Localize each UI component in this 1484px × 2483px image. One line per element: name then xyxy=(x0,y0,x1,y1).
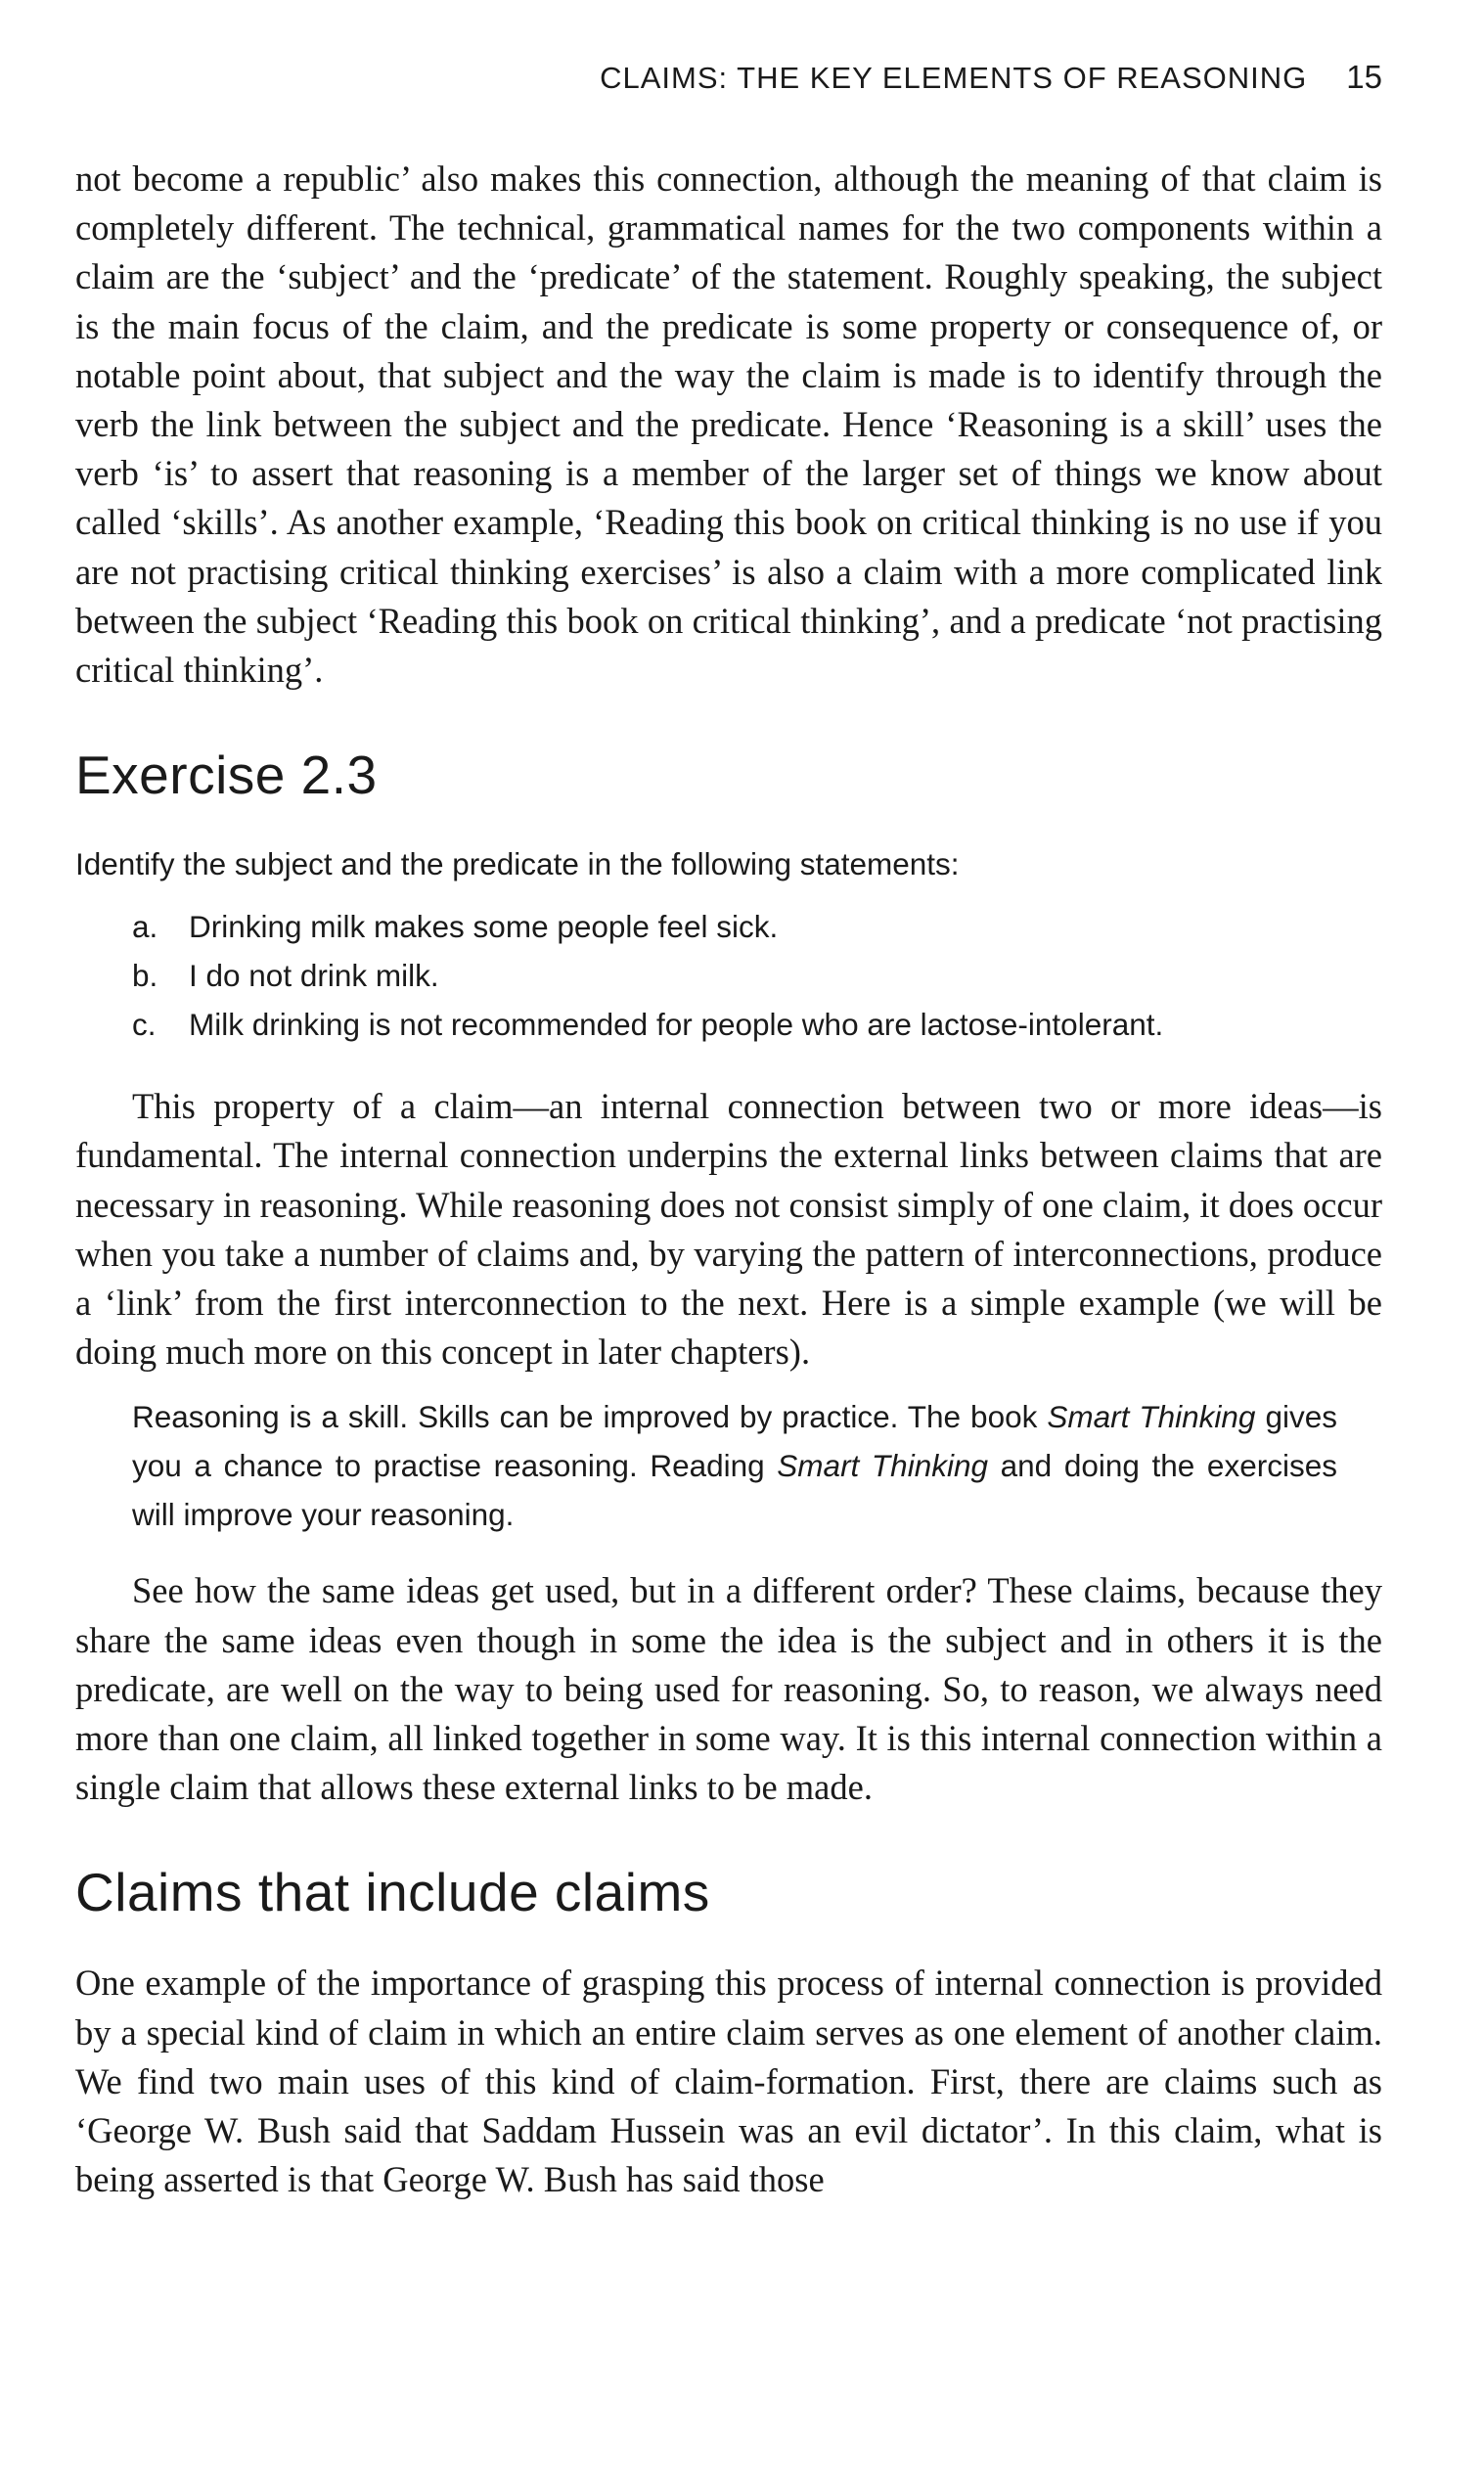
exercise-heading: Exercise 2.3 xyxy=(75,745,378,806)
example-text: gives you a chance to practise reasoning. Reading xyxy=(132,1399,1337,1484)
exercise-item-letter: c. xyxy=(132,1007,157,1043)
exercise-item xyxy=(75,1000,1382,1049)
example-text: Reasoning is a skill. Skills can be improved by practice. The book xyxy=(132,1399,1048,1435)
exercise-item-letter: a. xyxy=(132,909,158,945)
body-paragraph: This property of a claim—an internal connection between two or more ideas—is fundamental. The internal connection underpins the external links between claims that are necessary in reasoning. While reasoning does not consist simply of one claim, it does occur when you take a number of claims and, by varying the pattern of interconnections, produce a ‘link’ from the first interconnection to the next. Here is a simple example (we will be doing much more on this concept in later chapters). xyxy=(75,1086,1382,1373)
exercise-item-text: Drinking milk makes some people feel sick. xyxy=(189,909,779,945)
page-number: 15 xyxy=(1346,59,1382,95)
running-title: CLAIMS: THE KEY ELEMENTS OF REASONING xyxy=(600,61,1308,95)
exercise-list xyxy=(75,902,1382,1049)
exercise-item-text: I do not drink milk. xyxy=(189,958,439,994)
exercise-instruction: Identify the subject and the predicate in the following statements: xyxy=(75,846,960,882)
section-paragraph: One example of the importance of grasping this process of internal connection is provided by a special kind of claim in which an entire claim serves as one element of another claim. We find two main uses of this kind of claim-formation. First, there are claims such as ‘George W. Bush said that Saddam Hussein was an evil dictator’. In this claim, what is being asserted is that George W. Bush has said those xyxy=(75,1963,1382,2200)
exercise-item xyxy=(75,951,1382,1000)
exercise-item-letter: b. xyxy=(132,958,158,994)
example-text: and doing the exercises will improve your reasoning. xyxy=(132,1448,1337,1533)
book-title: Smart Thinking xyxy=(777,1448,988,1484)
book-title: Smart Thinking xyxy=(1047,1399,1256,1435)
section-heading: Claims that include claims xyxy=(75,1862,710,1923)
exercise-item-text: Milk drinking is not recommended for people who are lactose-intolerant. xyxy=(189,1007,1164,1043)
running-header xyxy=(75,59,1382,113)
exercise-item xyxy=(75,902,1382,951)
body-paragraph: See how the same ideas get used, but in a different order? These claims, because they share the same ideas even though in some the idea is the subject and in others it is the predicate, are well on the way to being used for reasoning. So, to reason, we always need more than one claim, all linked together in some way. It is this internal connection within a single claim that allows these external links to be made. xyxy=(75,1570,1382,1808)
body-paragraph-continued: not become a republic’ also makes this connection, although the meaning of that claim is completely different. The technical, grammatical names for the two components within a claim are the ‘subject’ and the ‘predicate’ of the statement. Roughly speaking, the subject is the main focus of the claim, and the predicate is some property or consequence of, or notable point about, that subject and the way the claim is made is to identify through the verb the link between the subject and the predicate. Hence ‘Reasoning is a skill’ uses the verb ‘is’ to assert that reasoning is a member of the larger set of things we know about called ‘skills’. As another example, ‘Reading this book on critical thinking is no use if you are not practising critical thinking exercises’ is also a claim with a more complicated link between the subject ‘Reading this book on critical thinking’, and a predicate ‘not practising critical thinking’. xyxy=(75,158,1382,691)
book-page xyxy=(75,59,1382,2204)
example-block xyxy=(132,1392,1337,1539)
